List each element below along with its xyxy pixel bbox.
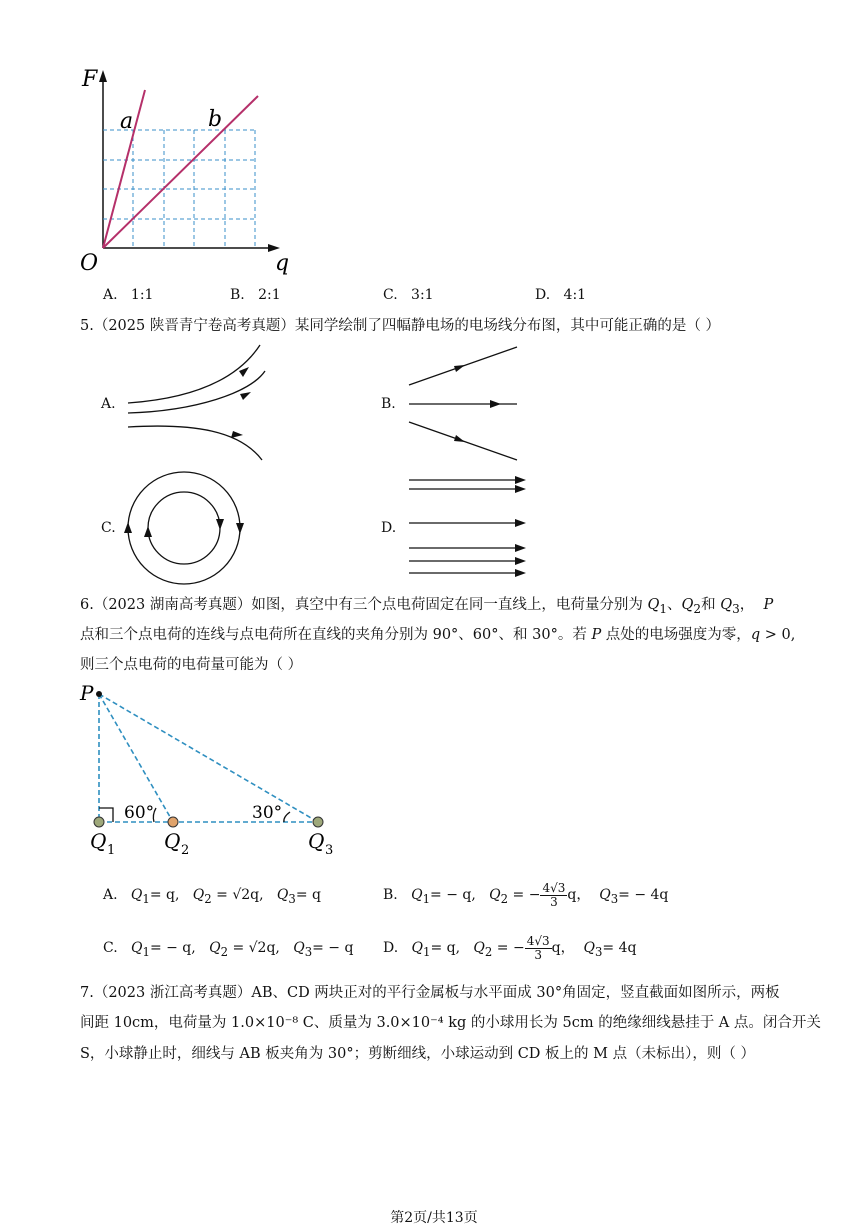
q1-sub: 1 bbox=[107, 843, 116, 858]
q7-stem-line3: S，小球静止时，细线与 AB 板夹角为 30°；剪断细线，小球运动到 CD 板上的 M 点（未标出），则（ ） bbox=[80, 1046, 755, 1062]
q1-label: Q bbox=[90, 829, 107, 853]
angle-60-label: 60° bbox=[124, 803, 155, 823]
q6-option-d[interactable]: D. $Q_1= q$, $Q_2$ = − $\frac{4√3}{3}$ q， $Q_3= 4q$ bbox=[383, 933, 637, 962]
q6-option-c[interactable]: C. $Q_1= - q$, $Q_2 = √2q$, $Q_3= - q$ bbox=[103, 940, 354, 959]
q4-option-d[interactable]: D. 4:1 bbox=[535, 287, 587, 303]
line-b-label: b bbox=[208, 107, 223, 132]
f-q-graph bbox=[70, 62, 300, 282]
q4-option-b[interactable]: B. 2:1 bbox=[230, 287, 281, 303]
point-p-label: P bbox=[80, 681, 94, 705]
q6-figure bbox=[78, 680, 338, 858]
q6-stem-line3: 则三个点电荷的电荷量可能为（ ） bbox=[80, 657, 303, 673]
q5-figure-a bbox=[125, 343, 270, 463]
page-footer: 第2页/共13页 bbox=[390, 1210, 478, 1226]
line-a-label: a bbox=[120, 109, 134, 134]
q4-option-c[interactable]: C. 3:1 bbox=[383, 287, 434, 303]
q5-label-b[interactable]: B. bbox=[381, 396, 396, 412]
q5-label-a[interactable]: A. bbox=[101, 396, 116, 412]
q5-figure-d bbox=[405, 472, 530, 582]
angle-30-label: 30° bbox=[252, 803, 283, 823]
q5-label-d[interactable]: D. bbox=[381, 520, 397, 536]
q5-label-c[interactable]: C. bbox=[101, 520, 116, 536]
q5-stem: 5.（2025 陕晋青宁卷高考真题）某同学绘制了四幅静电场的电场线分布图，其中可能正确的是（ ） bbox=[80, 318, 720, 334]
q6-option-a[interactable]: A. $Q_1= q$, $Q_2 = √2q$, $Q_3= q$ bbox=[103, 887, 321, 906]
q7-stem-line2: 间距 10cm，电荷量为 1.0×10⁻⁸ C、质量为 3.0×10⁻⁴ kg 的小球用长为 5cm 的绝缘细线悬挂于 A 点。闭合开关 bbox=[80, 1015, 821, 1031]
x-axis-label: q bbox=[275, 251, 290, 276]
q6-stem-line1: 6.（2023 湖南高考真题）如图，真空中有三个点电荷固定在同一直线上，电荷量分别为 $Q_1$、$Q_2$和 $Q_3$， P bbox=[80, 597, 774, 616]
q2-sub: 2 bbox=[181, 843, 190, 858]
q4-option-a[interactable]: A. 1:1 bbox=[103, 287, 154, 303]
q6-stem-line2: 点和三个点电荷的连线与点电荷所在直线的夹角分别为 90°、60°、和 30°。若 P 点处的电场强度为零，q > 0, bbox=[80, 627, 796, 643]
q3-sub: 3 bbox=[325, 843, 334, 858]
q5-figure-c bbox=[123, 470, 248, 590]
q6-option-b[interactable]: B. $Q_1= - q$, $Q_2$ = − $\frac{4√3}{3}$ q， $Q_3= - 4q$ bbox=[383, 880, 669, 909]
q7-stem-line1: 7.（2023 浙江高考真题）AB、CD 两块正对的平行金属板与水平面成 30°角固定，竖直截面如图所示，两板 bbox=[80, 985, 780, 1001]
y-axis-label: F bbox=[82, 67, 98, 92]
q5-figure-b bbox=[405, 343, 525, 463]
q3-label: Q bbox=[308, 829, 325, 853]
q2-label: Q bbox=[164, 829, 181, 853]
origin-label: O bbox=[80, 251, 99, 276]
